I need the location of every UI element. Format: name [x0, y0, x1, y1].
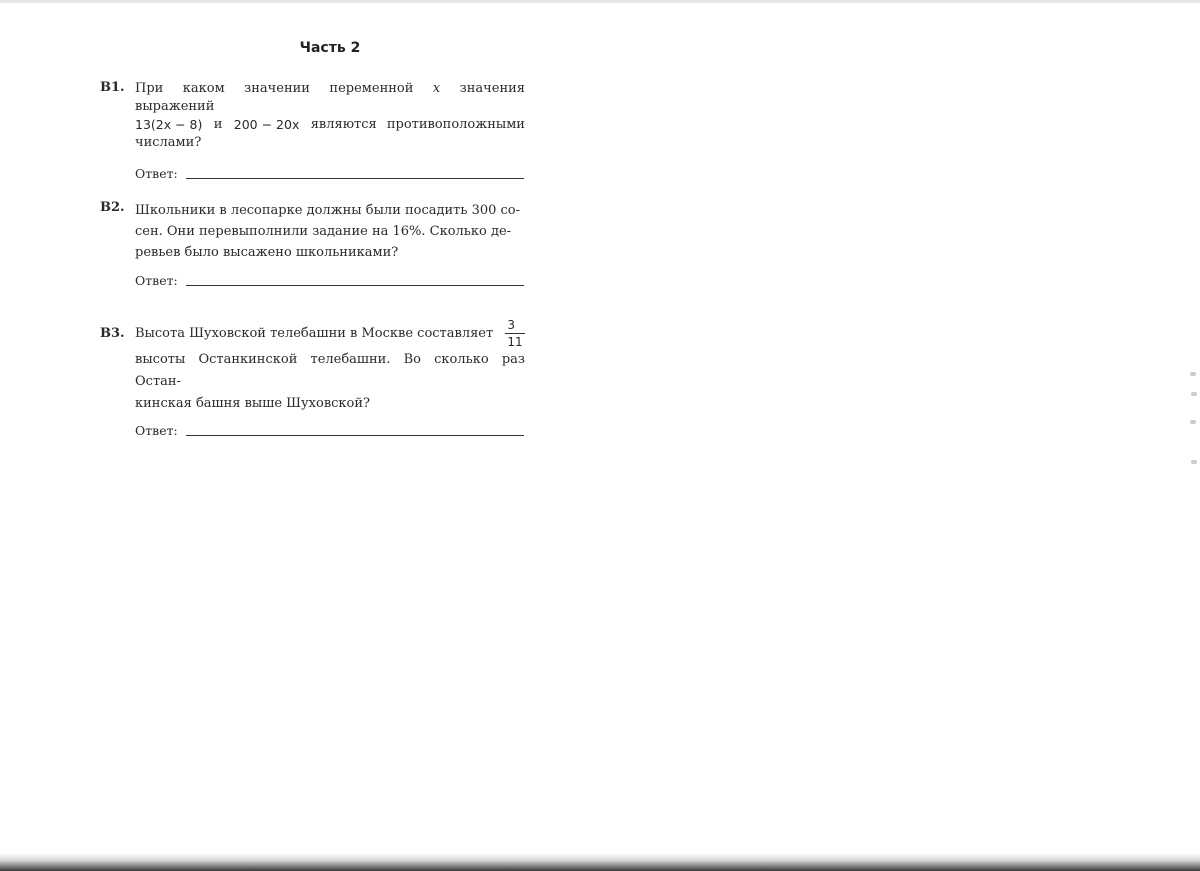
- scan-mark: [1190, 420, 1196, 424]
- task-line: [135, 80, 525, 116]
- variable-x: x: [432, 81, 441, 96]
- task-b1: [100, 80, 525, 181]
- task-line: высоты Останкинской телебашни. Во сколько раз Остан-: [135, 352, 525, 389]
- answer-row: [135, 166, 525, 181]
- scan-edge-top: [0, 0, 1200, 3]
- task-number: В1.: [100, 80, 125, 95]
- task-number: В2.: [100, 200, 125, 215]
- task-text-segment: При каком значении переменной: [135, 81, 433, 96]
- fraction-denominator: 11: [507, 335, 523, 349]
- answer-label: Ответ:: [135, 273, 178, 288]
- task-line: ревьев было высажено школьниками?: [135, 245, 399, 260]
- section-title: Часть 2: [299, 40, 361, 56]
- scan-mark: [1191, 392, 1197, 396]
- task-b3: [100, 318, 525, 438]
- answer-line[interactable]: [186, 178, 524, 179]
- task-line: числами?: [135, 135, 202, 150]
- answer-line[interactable]: [186, 435, 524, 436]
- task-line: Школьники в лесопарке должны были посадить 300 со-: [135, 203, 521, 218]
- task-line: [135, 116, 525, 134]
- task-line: [135, 318, 525, 349]
- answer-row: [135, 273, 525, 288]
- task-line: кинская башня выше Шуховской?: [135, 396, 371, 411]
- fraction: [505, 318, 524, 349]
- expression-2: 200 − 20x: [233, 117, 300, 132]
- task-text-segment: значения выражений: [135, 81, 525, 114]
- scan-mark: [1190, 372, 1196, 376]
- task-number: В3.: [100, 326, 125, 341]
- fraction-bar: [505, 333, 524, 334]
- conjunction: и: [213, 117, 223, 132]
- fraction-numerator: 3: [507, 318, 515, 332]
- task-line: сен. Они перевыполнили задание на 16%. Сколько де-: [135, 224, 512, 239]
- answer-row: [135, 423, 525, 438]
- answer-line[interactable]: [186, 285, 524, 286]
- answer-label: Ответ:: [135, 423, 178, 438]
- task-text-segment: являются противоположными: [310, 117, 525, 132]
- task-text: [135, 80, 525, 152]
- scan-mark: [1191, 460, 1197, 464]
- task-text: [135, 318, 525, 415]
- expression-1: 13(2x − 8): [135, 117, 203, 132]
- task-b2: [100, 200, 525, 288]
- scan-edge-bottom: [0, 853, 1200, 871]
- task-text: [135, 200, 525, 263]
- answer-label: Ответ:: [135, 166, 178, 181]
- task-text-segment: Высота Шуховской телебашни в Москве составляет: [135, 326, 494, 341]
